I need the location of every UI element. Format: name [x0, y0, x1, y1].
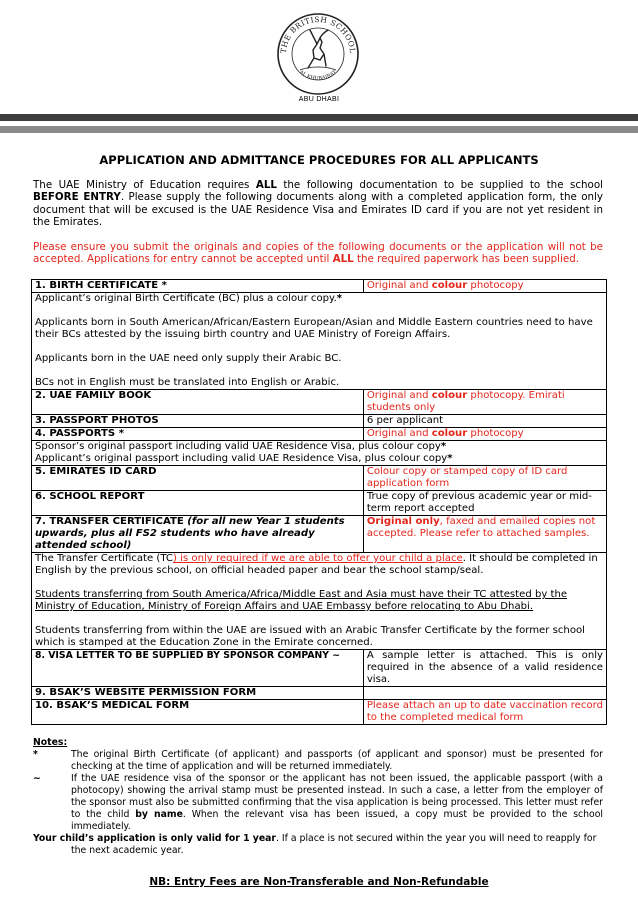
doc-birth-certificate: 1. BIRTH CERTIFICATE * [32, 280, 364, 293]
table-row [32, 491, 607, 516]
table-row [32, 687, 607, 700]
doc-details: The Transfer Certificate (TC) is only required if we are able to offer your child a place. It should be completed in English by the previous school, on official headed paper and bear the school stamp/seal. Students transferring from South America/Africa/Middle East and Asia must have their TC attested by the Ministry of Education, Ministry of Foreign Affairs and UAE Embassy before relocating to Abu Dhabi. Students transferring from within the UAE are issued with an Arabic Transfer Certificate by the former school which is stamped at the Education Zone in the Emirate concerned. [32, 553, 607, 650]
doc-requirement: 6 per applicant [363, 415, 606, 428]
doc-requirement: Original and colour photocopy [363, 428, 606, 441]
svg-text:THE BRITISH SCHOOL [279, 15, 357, 54]
notes-heading: Notes: [33, 737, 68, 748]
doc-requirement: Please attach an up to date vaccination record to the completed medical form [363, 700, 606, 725]
logo-location: ABU DHABI [298, 96, 340, 103]
entry-fees-notice: NB: Entry Fees are Non-Transferable and Non-Refundable [149, 876, 489, 888]
table-row [32, 428, 607, 441]
doc-medical-form: 10. BSAK’S MEDICAL FORM [32, 700, 364, 725]
validity-note: Your child’s application is only valid for 1 year. If a place is not secured within the year you will need to reapply for the next academic year. [33, 833, 597, 856]
notes-section [33, 737, 603, 857]
table-row [32, 553, 607, 650]
intro-paragraph: The UAE Ministry of Education requires ALL the following documentation to be supplied to the school BEFORE ENTRY. Please supply the following documents along with a completed application form, the only document that will be excused is the UAE Residence Visa and Emirates ID card if you are not yet resident in the Emirates. [33, 179, 603, 228]
warning-paragraph: Please ensure you submit the originals and copies of the following documents or the application will not be accepted. Applications for entry cannot be accepted until ALL the required paperwork has been supplied. [33, 241, 603, 266]
doc-details: Applicant’s original Birth Certificate (BC) plus a colour copy.* Applicants born in South American/African/Eastern European/Asian and Middle Eastern countries need to have their BCs attested by the issuing birth country and UAE Ministry of Foreign Affairs. Applicants born in the UAE need only supply their Arabic BC. BCs not in English must be translated into English or Arabic. [32, 293, 607, 390]
school-crest-logo [270, 8, 366, 108]
table-row [32, 700, 607, 725]
table-row [32, 441, 607, 466]
doc-website-permission: 9. BSAK’S WEBSITE PERMISSION FORM [32, 687, 364, 700]
logo-text-bottom: AL KHUBAIRAT [298, 69, 338, 82]
table-row [32, 390, 607, 415]
doc-requirement [363, 687, 606, 700]
doc-requirement: True copy of previous academic year or mid-term report accepted [363, 491, 606, 516]
doc-details: Sponsor’s original passport including valid UAE Residence Visa, plus colour copy* Applicant’s original passport including valid UAE Residence Visa, plus colour copy* [32, 441, 607, 466]
doc-passport-photos: 3. PASSPORT PHOTOS [32, 415, 364, 428]
doc-school-report: 6. SCHOOL REPORT [32, 491, 364, 516]
svg-text:AL KHUBAIRAT [297, 69, 338, 82]
doc-requirement: A sample letter is attached. This is only required in the absence of a valid residence visa. [363, 650, 606, 687]
doc-requirement: Original and colour photocopy. Emirati students only [363, 390, 606, 415]
doc-emirates-id: 5. EMIRATES ID CARD [32, 466, 364, 491]
table-row [32, 293, 607, 390]
documents-table [31, 279, 607, 725]
doc-requirement: Original and colour photocopy [363, 280, 606, 293]
table-row [32, 516, 607, 553]
note-item: * The original Birth Certificate (of applicant) and passports (of applicant and sponsor) must be presented for checking at the time of application and will be returned immediately. [33, 749, 603, 772]
note-item: ~ If the UAE residence visa of the sponsor or the applicant has not been issued, the applicable passport (with a photocopy) showing the arrival stamp must be presented instead. In such a case, a letter from the employer of the sponsor must also be submitted confirming that the visa application is being processed. This letter must refer to the child by name. When the relevant visa has been issued, a copy must be provided to the school immediately. [33, 773, 603, 832]
doc-visa-letter: 8. VISA LETTER TO BE SUPPLIED BY SPONSOR COMPANY ~ [32, 650, 364, 687]
table-row [32, 650, 607, 687]
doc-requirement: Colour copy or stamped copy of ID card application form [363, 466, 606, 491]
table-row [32, 415, 607, 428]
doc-passports: 4. PASSPORTS * [32, 428, 364, 441]
doc-transfer-certificate: 7. TRANSFER CERTIFICATE (for all new Year 1 students upwards, plus all FS2 students who have already attended school) [32, 516, 364, 553]
page-title: APPLICATION AND ADMITTANCE PROCEDURES FOR ALL APPLICANTS [99, 153, 539, 167]
header-bar-grey [0, 126, 638, 133]
doc-requirement: Original only, faxed and emailed copies not accepted. Please refer to attached samples. [363, 516, 606, 553]
table-row [32, 466, 607, 491]
header-bar-dark [0, 114, 638, 121]
logo-text-top: THE BRITISH SCHOOL [278, 14, 358, 54]
table-row [32, 280, 607, 293]
doc-family-book: 2. UAE FAMILY BOOK [32, 390, 364, 415]
